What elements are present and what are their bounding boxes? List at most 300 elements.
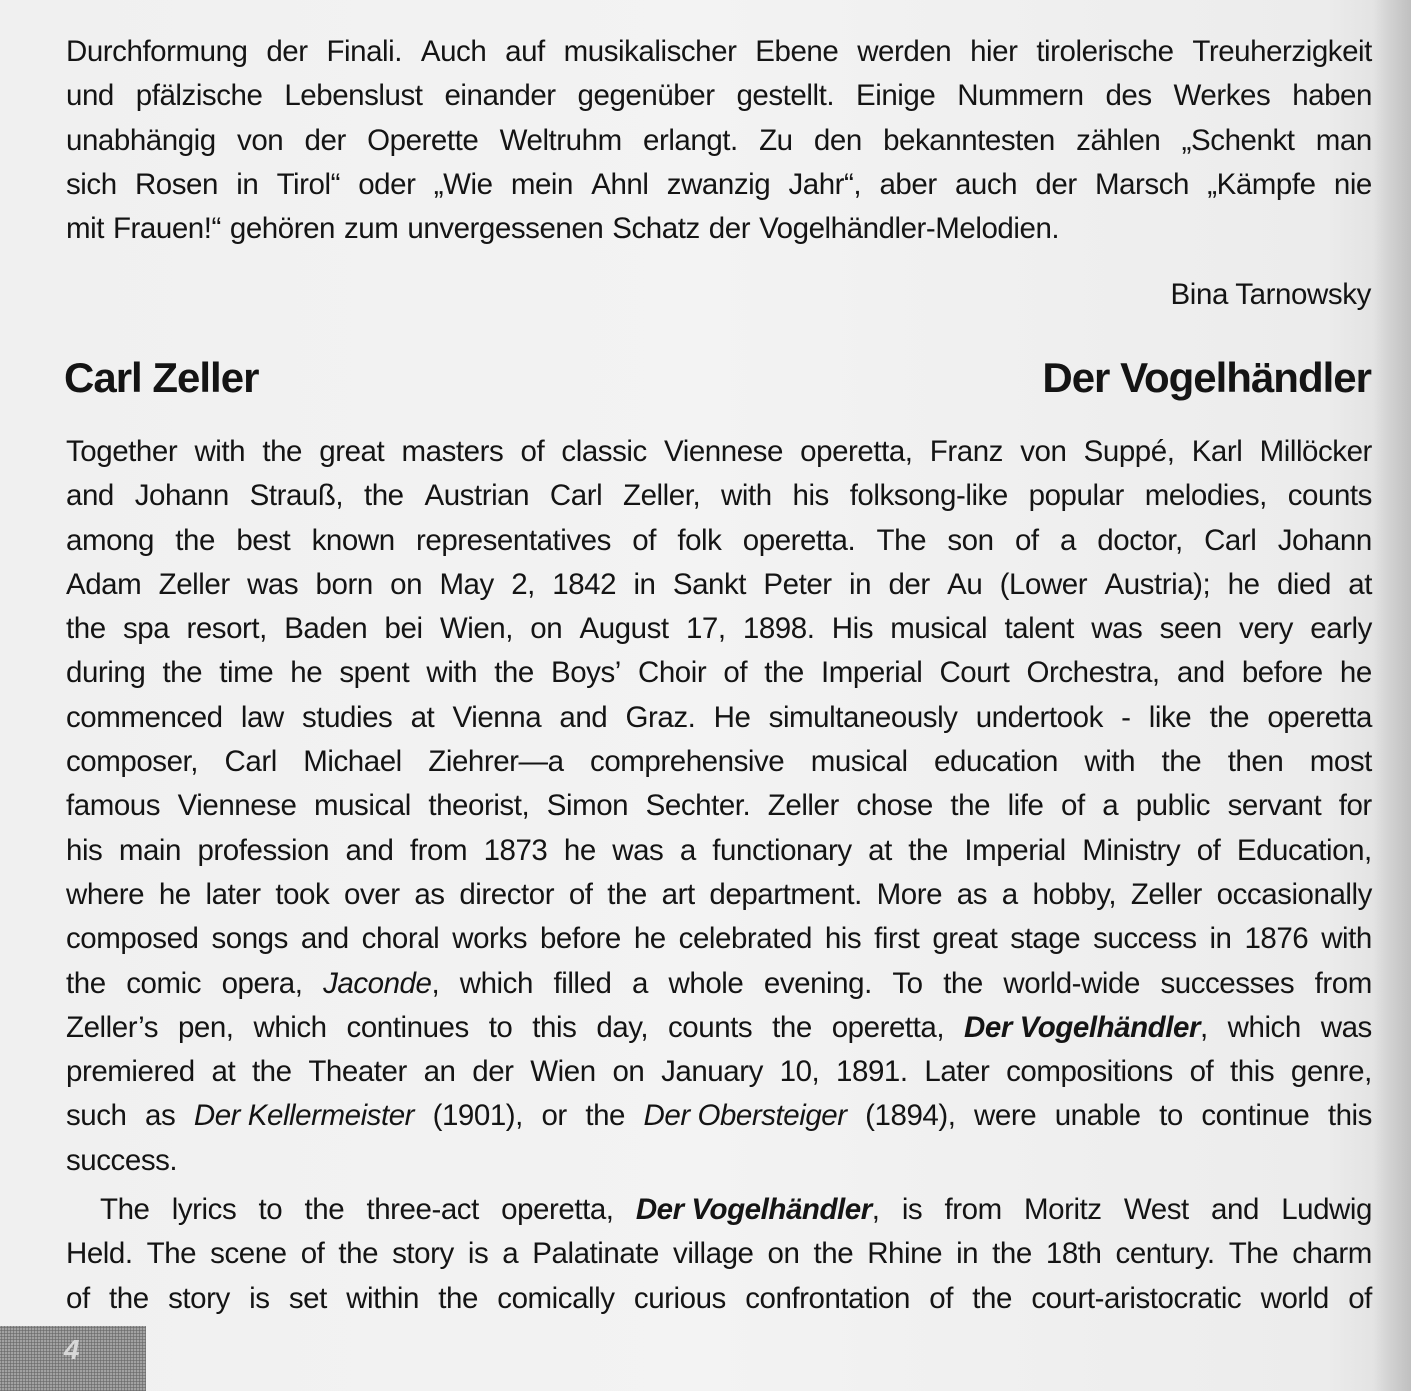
author-signature: Bina Tarnowsky: [1170, 278, 1371, 311]
word: [1145, 474, 1267, 518]
word-text: the: [772, 1010, 812, 1044]
word: [172, 1188, 236, 1232]
word-text: in: [956, 1237, 979, 1271]
word: [811, 740, 908, 784]
word: [178, 784, 297, 828]
word-text: at: [410, 700, 435, 734]
word: [1020, 430, 1066, 474]
word-text: Der Vogelhändler: [964, 1010, 1200, 1044]
word: [66, 119, 216, 163]
word: [439, 563, 493, 607]
word-text: servant: [1227, 789, 1322, 823]
word: [957, 74, 1083, 118]
word-text: choral: [361, 922, 440, 956]
word: [1244, 917, 1308, 961]
word-text: like: [1148, 700, 1192, 734]
word-text: the: [494, 656, 534, 690]
word-text: musical: [890, 612, 988, 646]
text-line: [66, 651, 1372, 695]
word-text: 1891.: [836, 1055, 908, 1089]
word-text: scene: [210, 1237, 287, 1271]
word-text: of: [568, 877, 593, 911]
word: [992, 1232, 1032, 1276]
word-text: whole: [668, 966, 744, 1000]
word-text: Baden: [284, 612, 368, 646]
word: [347, 1006, 469, 1050]
intro-paragraph: [66, 30, 1372, 251]
text-line: [66, 1232, 1372, 1276]
word: [66, 917, 199, 961]
word-text: zählen: [1076, 123, 1161, 157]
word-text: the: [162, 656, 203, 690]
word-text: as: [145, 1099, 176, 1133]
word-text: simultaneously: [768, 700, 958, 734]
word-text: a: [679, 833, 696, 867]
word: [1348, 1277, 1372, 1321]
word: [326, 30, 402, 74]
word-text: der: [266, 35, 308, 68]
word: [275, 873, 329, 917]
word-text: Later: [924, 1055, 990, 1089]
word: [392, 1232, 454, 1276]
word: [1321, 1006, 1372, 1050]
word-text: unvergessenen: [407, 212, 604, 246]
word: [1348, 563, 1372, 607]
word: [564, 30, 737, 74]
text-line: [66, 30, 1372, 74]
word-text: Simon: [546, 789, 629, 823]
word: [489, 1006, 513, 1050]
scan-binding-shadow: [1373, 0, 1411, 1391]
word-text: -: [1121, 700, 1131, 734]
word: [939, 651, 1009, 695]
word-text: of: [1348, 1281, 1372, 1315]
word: [763, 563, 831, 607]
word: [1095, 163, 1189, 207]
word: [230, 207, 335, 251]
word: [867, 1232, 942, 1276]
word: [66, 651, 145, 695]
word: [709, 207, 750, 251]
word: [972, 1277, 1012, 1321]
word-text: the: [338, 1237, 379, 1271]
text-line: [66, 1006, 1372, 1050]
word-text: hobby,: [1032, 877, 1117, 911]
word: [66, 829, 102, 873]
word-text: Jaconde: [323, 966, 432, 1000]
word: [832, 1006, 944, 1050]
word-text: Lebenslust: [284, 79, 423, 113]
word-text: the: [363, 479, 404, 513]
word-text: day,: [596, 1010, 649, 1044]
word-text: which: [1227, 1010, 1301, 1044]
word-text: „Wie: [433, 167, 493, 201]
word: [66, 30, 248, 74]
word: [236, 163, 258, 207]
word-text: lyrics: [171, 1193, 237, 1226]
word-text: comprehensive: [590, 745, 785, 779]
word: [100, 1188, 149, 1232]
word-text: on: [530, 612, 563, 646]
word: [668, 1006, 752, 1050]
word: [550, 474, 602, 518]
word-text: of: [520, 435, 545, 468]
word: [633, 563, 655, 607]
word-text: his: [792, 479, 829, 513]
word: [1228, 784, 1322, 828]
word: [1105, 74, 1151, 118]
word-text: 1876: [1244, 922, 1309, 956]
word-text: the: [175, 523, 215, 557]
word-text: born: [315, 567, 373, 601]
word: [793, 474, 829, 518]
word: [1229, 1232, 1278, 1276]
word: [857, 30, 951, 74]
word-text: great: [932, 922, 998, 956]
word: [596, 1006, 648, 1050]
word-text: his: [66, 833, 103, 867]
word: [236, 519, 290, 563]
word: [552, 563, 616, 607]
word-text: at: [211, 1055, 236, 1089]
word-text: von: [237, 123, 284, 157]
word: [1192, 430, 1243, 474]
text-line: [66, 1094, 1372, 1138]
word-text: Zeller: [1130, 877, 1202, 911]
word-text: was: [1091, 612, 1143, 646]
word-text: Carl: [224, 745, 277, 779]
word: [780, 1050, 820, 1094]
text-line: [66, 829, 1372, 873]
word-text: Vienna: [452, 700, 542, 734]
word-text: 1873: [483, 833, 548, 867]
word-text: the: [66, 612, 106, 646]
word-text: for: [1338, 789, 1372, 823]
italic-title: [323, 962, 439, 1006]
word-text: Ministry: [1082, 833, 1181, 867]
word: [123, 607, 169, 651]
word: [505, 30, 545, 74]
word: [1010, 917, 1080, 961]
word: [832, 607, 873, 651]
word: [440, 607, 513, 651]
word-text: filled: [553, 966, 612, 1000]
word: [530, 1050, 595, 1094]
word: [219, 651, 273, 695]
word: [168, 1277, 230, 1321]
word: [1209, 696, 1249, 740]
word: [755, 30, 838, 74]
word: [344, 207, 398, 251]
word: [253, 1006, 326, 1050]
word: [1124, 1188, 1189, 1232]
word: [930, 430, 1003, 474]
word-text: set: [288, 1281, 327, 1315]
word: [768, 1232, 800, 1276]
word: [547, 784, 628, 828]
work-title-heading: Der Vogelhändler: [1042, 354, 1371, 401]
word-text: theorist,: [428, 789, 530, 823]
word: [814, 119, 862, 163]
word-text: pen,: [177, 1010, 234, 1044]
word-text: 2,: [511, 567, 535, 601]
word-text: popular: [1028, 479, 1124, 513]
word-text: was: [1320, 1010, 1372, 1044]
word: [211, 917, 287, 961]
word: [1177, 651, 1225, 695]
word: [66, 163, 117, 207]
word-text: zwanzig: [666, 167, 771, 201]
word-text: of: [1014, 523, 1039, 557]
word: [1160, 607, 1222, 651]
word: [768, 784, 839, 828]
word-text: man: [1315, 123, 1372, 157]
word-text: from: [944, 1193, 1002, 1226]
word: [836, 1050, 908, 1094]
text-line: [66, 430, 1372, 474]
word-text: the: [764, 656, 804, 690]
word: [677, 519, 721, 563]
word-text: Sankt: [672, 567, 747, 601]
word: [339, 651, 409, 695]
word-text: Peter: [763, 567, 832, 601]
word: [390, 563, 422, 607]
word: [669, 962, 744, 1006]
word: [421, 30, 486, 74]
word-text: first: [874, 922, 920, 956]
word-text: Carl: [549, 479, 603, 513]
word: [950, 784, 990, 828]
word: [591, 163, 648, 207]
word-text: curious: [633, 1281, 726, 1315]
word: [932, 917, 997, 961]
word: [290, 651, 322, 695]
word: [612, 207, 700, 251]
word-text: counts: [668, 1010, 753, 1044]
word-text: occasionally: [1216, 877, 1372, 911]
word-text: Ziehrer—a: [428, 745, 564, 779]
word: [66, 784, 160, 828]
word: [626, 696, 696, 740]
word-text: best: [236, 523, 291, 557]
word-text: Michael: [303, 745, 402, 779]
word-text: Wien,: [439, 612, 514, 646]
word: [612, 1050, 644, 1094]
text-line: [66, 74, 1372, 118]
word-text: (1901),: [432, 1099, 523, 1133]
word-text: der: [708, 212, 751, 246]
word-text: haben: [1292, 79, 1372, 113]
word: [145, 1094, 175, 1138]
word-text: studies: [302, 700, 393, 734]
word-text: Imperial: [964, 833, 1066, 867]
word-text: during: [66, 656, 146, 690]
word-text: resort,: [186, 612, 267, 646]
word-text: early: [1310, 612, 1372, 646]
word: [934, 740, 1058, 784]
word-text: Held.: [66, 1237, 133, 1271]
word-text: werden: [857, 35, 952, 68]
word: [1310, 607, 1372, 651]
word-text: der: [1035, 167, 1077, 201]
word-text: operetta,: [501, 1193, 614, 1226]
word-text: public: [1135, 789, 1211, 823]
word-text: the: [950, 789, 991, 823]
word-text: Viennese: [177, 789, 297, 823]
word-text: of: [1061, 789, 1085, 823]
word-text: mit: [66, 212, 104, 246]
word-text: songs: [211, 922, 288, 956]
word: [407, 207, 603, 251]
word-text: spa: [122, 612, 170, 646]
word: [825, 917, 861, 961]
word-text: before: [1241, 656, 1323, 690]
word: [1162, 740, 1202, 784]
word: [1339, 784, 1372, 828]
word-text: Der Obersteiger: [643, 1099, 847, 1133]
word-text: on: [390, 567, 423, 601]
word: [502, 1232, 518, 1276]
word: [1091, 607, 1142, 651]
word: [113, 207, 221, 251]
word: [414, 873, 444, 917]
word-text: three-act: [366, 1193, 479, 1226]
word-text: education: [934, 745, 1058, 779]
word-text: he: [1227, 567, 1260, 601]
word-text: Jahr“,: [788, 167, 862, 201]
word: [1024, 1188, 1102, 1232]
word: [1008, 784, 1044, 828]
word: [712, 829, 851, 873]
word-text: with: [426, 656, 478, 690]
word: [850, 474, 1008, 518]
word: [249, 1277, 269, 1321]
word: [569, 873, 593, 917]
word-text: Operette: [367, 123, 479, 157]
word: [956, 1232, 978, 1276]
word-text: Court: [939, 656, 1010, 690]
word: [551, 651, 621, 695]
word: [346, 829, 394, 873]
word-text: he: [290, 656, 323, 690]
word-text: works: [452, 922, 528, 956]
word-text: His: [831, 612, 874, 646]
word-text: to: [488, 1010, 513, 1044]
word-text: Palatinate: [532, 1237, 659, 1271]
word-text: director: [459, 877, 555, 911]
word: [1197, 829, 1221, 873]
word: [338, 1232, 378, 1276]
word-text: stage: [1010, 922, 1081, 956]
word-text: he: [633, 922, 666, 956]
word-text: Zeller,: [623, 479, 701, 513]
word: [259, 1188, 283, 1232]
word: [532, 1006, 576, 1050]
word: [721, 474, 772, 518]
word: [289, 1277, 327, 1321]
word: [530, 607, 562, 651]
word-text: Franz: [929, 435, 1003, 468]
word-text: the: [972, 1281, 1012, 1315]
word-text: musikalischer: [563, 35, 737, 68]
word: [856, 74, 935, 118]
word: [126, 962, 201, 1006]
word: [788, 163, 861, 207]
word-text: Nummern: [957, 79, 1084, 113]
word-text: talent: [1004, 612, 1074, 646]
word: [135, 474, 229, 518]
word-text: the: [607, 877, 647, 911]
punctuation: ,: [871, 1193, 880, 1226]
word: [1281, 1188, 1372, 1232]
word-text: opera,: [221, 966, 303, 1000]
word-text: as: [414, 877, 445, 911]
word: [1328, 1094, 1372, 1138]
word-text: comically: [497, 1281, 615, 1315]
word: [1277, 563, 1331, 607]
word: [1131, 873, 1202, 917]
word-text: Treuherzigkeit: [1192, 35, 1372, 68]
word-text: the: [943, 966, 983, 1000]
text-line: [66, 163, 1372, 207]
word-text: from: [1314, 966, 1372, 1000]
word: [426, 651, 477, 695]
word-text: and: [345, 833, 394, 867]
word-text: compositions: [1006, 1055, 1173, 1089]
word-text: the: [585, 1099, 625, 1133]
word: [494, 651, 534, 695]
word-text: to: [1159, 1099, 1183, 1133]
word-text: nie: [1333, 167, 1372, 201]
word-text: Moritz: [1023, 1193, 1102, 1226]
word: [1149, 696, 1191, 740]
word-text: a: [502, 1237, 519, 1271]
word: [1029, 474, 1124, 518]
word: [1239, 607, 1293, 651]
word: [1321, 917, 1372, 961]
word: [66, 474, 114, 518]
word-text: bekanntesten: [883, 123, 1055, 157]
word: [745, 1277, 910, 1321]
word: [147, 1232, 196, 1276]
word: [344, 873, 400, 917]
word-text: this: [1327, 1099, 1372, 1133]
word-text: Au: [947, 567, 983, 601]
word-text: comic: [126, 966, 202, 1000]
word: [723, 651, 747, 695]
word: [460, 962, 533, 1006]
word-text: evening.: [763, 966, 872, 1000]
word-text: Durchformung: [66, 35, 248, 68]
word-text: Frauen!“: [112, 212, 221, 246]
word-text: der: [472, 1055, 514, 1089]
word-text: 17,: [685, 612, 726, 646]
word: [1105, 563, 1211, 607]
word-text: The: [146, 1237, 197, 1271]
word: [945, 1188, 1002, 1232]
word-text: were: [974, 1099, 1037, 1133]
word-text: Der Kellermeister: [193, 1099, 415, 1133]
word: [319, 430, 384, 474]
word: [308, 1050, 407, 1094]
italic-title: [194, 1094, 414, 1138]
word: [908, 829, 948, 873]
word: [305, 119, 346, 163]
word-text: on: [767, 1237, 800, 1271]
word-text: August: [579, 612, 669, 646]
word-text: unabhängig: [66, 123, 216, 157]
word-text: Finali.: [326, 35, 403, 68]
